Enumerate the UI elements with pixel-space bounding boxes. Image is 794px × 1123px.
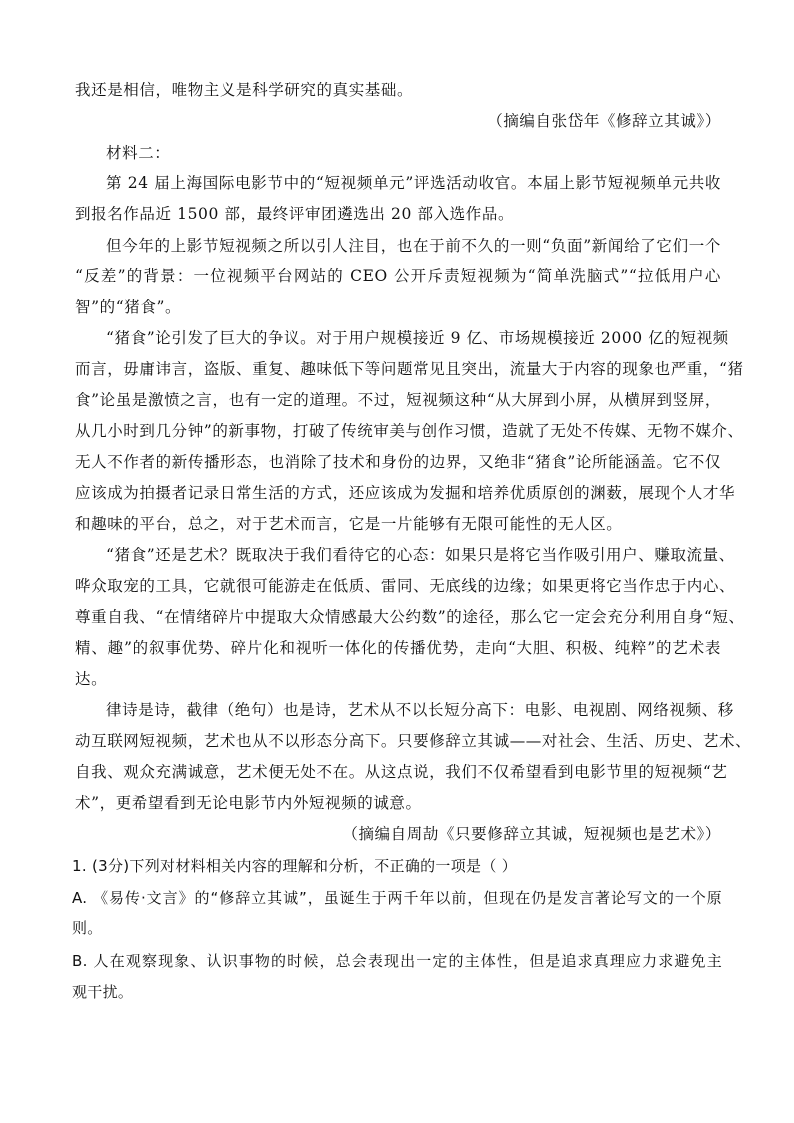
paragraph-line: 应该成为拍摄者记录日常生活的方式，还应该成为发掘和培养优质原创的渊薮，展现个人才华 (75, 484, 736, 502)
paragraph-line: 达。 (75, 670, 108, 688)
material-one-tail: 我还是相信，唯物主义是科学研究的真实基础。 (75, 81, 414, 99)
option-a: A. 《易传·文言》的“修辞立其诚”，虽诞生于两千年以前，但现在仍是发言著论写文的一个原 (72, 889, 722, 907)
paragraph-line: 精、趣”的叙事优势、碎片化和视听一体化的传播优势，走向“大胆、积极、纯粹”的艺术表 (75, 639, 721, 657)
paragraph-line: 自我、观众充满诚意，艺术便无处不在。从这点说，我们不仅希望看到电影节里的短视频“艺 (75, 763, 728, 781)
paragraph-line: “反差”的背景：一位视频平台网站的 CEO 公开斥责短视频为“简单洗脑式”“拉低用户心 (75, 267, 721, 285)
paragraph-line: 和趣味的平台，总之，对于艺术而言，它是一片能够有无限可能性的无人区。 (75, 515, 623, 533)
paragraph-line: “猪食”论引发了巨大的争议。对于用户规模接近 9 亿、市场规模接近 2000 亿的短视频 (106, 329, 729, 347)
paragraph-line: “猪食”还是艺术？既取决于我们看待它的心态：如果只是将它当作吸引用户、赚取流量、 (106, 546, 735, 564)
paragraph-line: 哗众取宠的工具，它就很可能游走在低质、雷同、无底线的边缘；如果更将它当作忠于内心、 (75, 577, 736, 595)
paragraph-line: 无人不作者的新传播形态，也消除了技术和身份的边界，又绝非“猪食”论所能涵盖。它不仅 (75, 453, 721, 471)
option-b-cont: 观干扰。 (72, 983, 134, 1001)
paragraph-line: 从几小时到几分钟”的新事物，打破了传统审美与创作习惯，造就了无处不传媒、无物不媒介、 (75, 422, 744, 440)
paragraph-line: 到报名作品近 1500 部，最终评审团遴选出 20 部入选作品。 (75, 205, 515, 223)
paragraph-line: 尊重自我、“在情绪碎片中提取大众情感最大公约数”的途径，那么它一定会充分利用自身“短、 (75, 608, 745, 626)
material-two-label: 材料二： (106, 144, 171, 162)
question-stem: 1. (3分)下列对材料相关内容的理解和分析，不正确的一项是（ ） (72, 857, 517, 875)
paragraph-line: 律诗是诗，截律（绝句）也是诗，艺术从不以长短分高下：电影、电视剧、网络视频、移 (106, 701, 734, 719)
paragraph-line: 术”，更希望看到无论电影节内外短视频的诚意。 (75, 794, 422, 812)
option-b: B. 人在观察现象、认识事物的时候，总会表现出一定的主体性，但是追求真理应力求避免主 (72, 952, 722, 970)
material-two-source: （摘编自周劼《只要修辞立其诚，短视频也是艺术》） (342, 825, 721, 843)
material-one-source: （摘编自张岱年《修辞立其诚》） (487, 112, 721, 130)
option-a-cont: 则。 (72, 919, 103, 937)
paragraph-line: 第 24 届上海国际电影节中的“短视频单元”评选活动收官。本届上影节短视频单元共收 (106, 174, 721, 192)
paragraph-line: 食”论虽是激愤之言，也有一定的道理。不过，短视频这种“从大屏到小屏，从横屏到竖屏， (75, 391, 721, 409)
paragraph-line: 而言，毋庸讳言，盗版、重复、趣味低下等问题常见且突出，流量大于内容的现象也严重，“猪 (75, 360, 744, 378)
paragraph-line: 动互联网短视频，艺术也从不以形态分高下。只要修辞立其诚——对社会、生活、历史、艺术、 (75, 732, 752, 750)
paragraph-line: 智”的“猪食”。 (75, 298, 182, 316)
paragraph-line: 但今年的上影节短视频之所以引人注目，也在于前不久的一则“负面”新闻给了它们一个 (106, 237, 721, 255)
